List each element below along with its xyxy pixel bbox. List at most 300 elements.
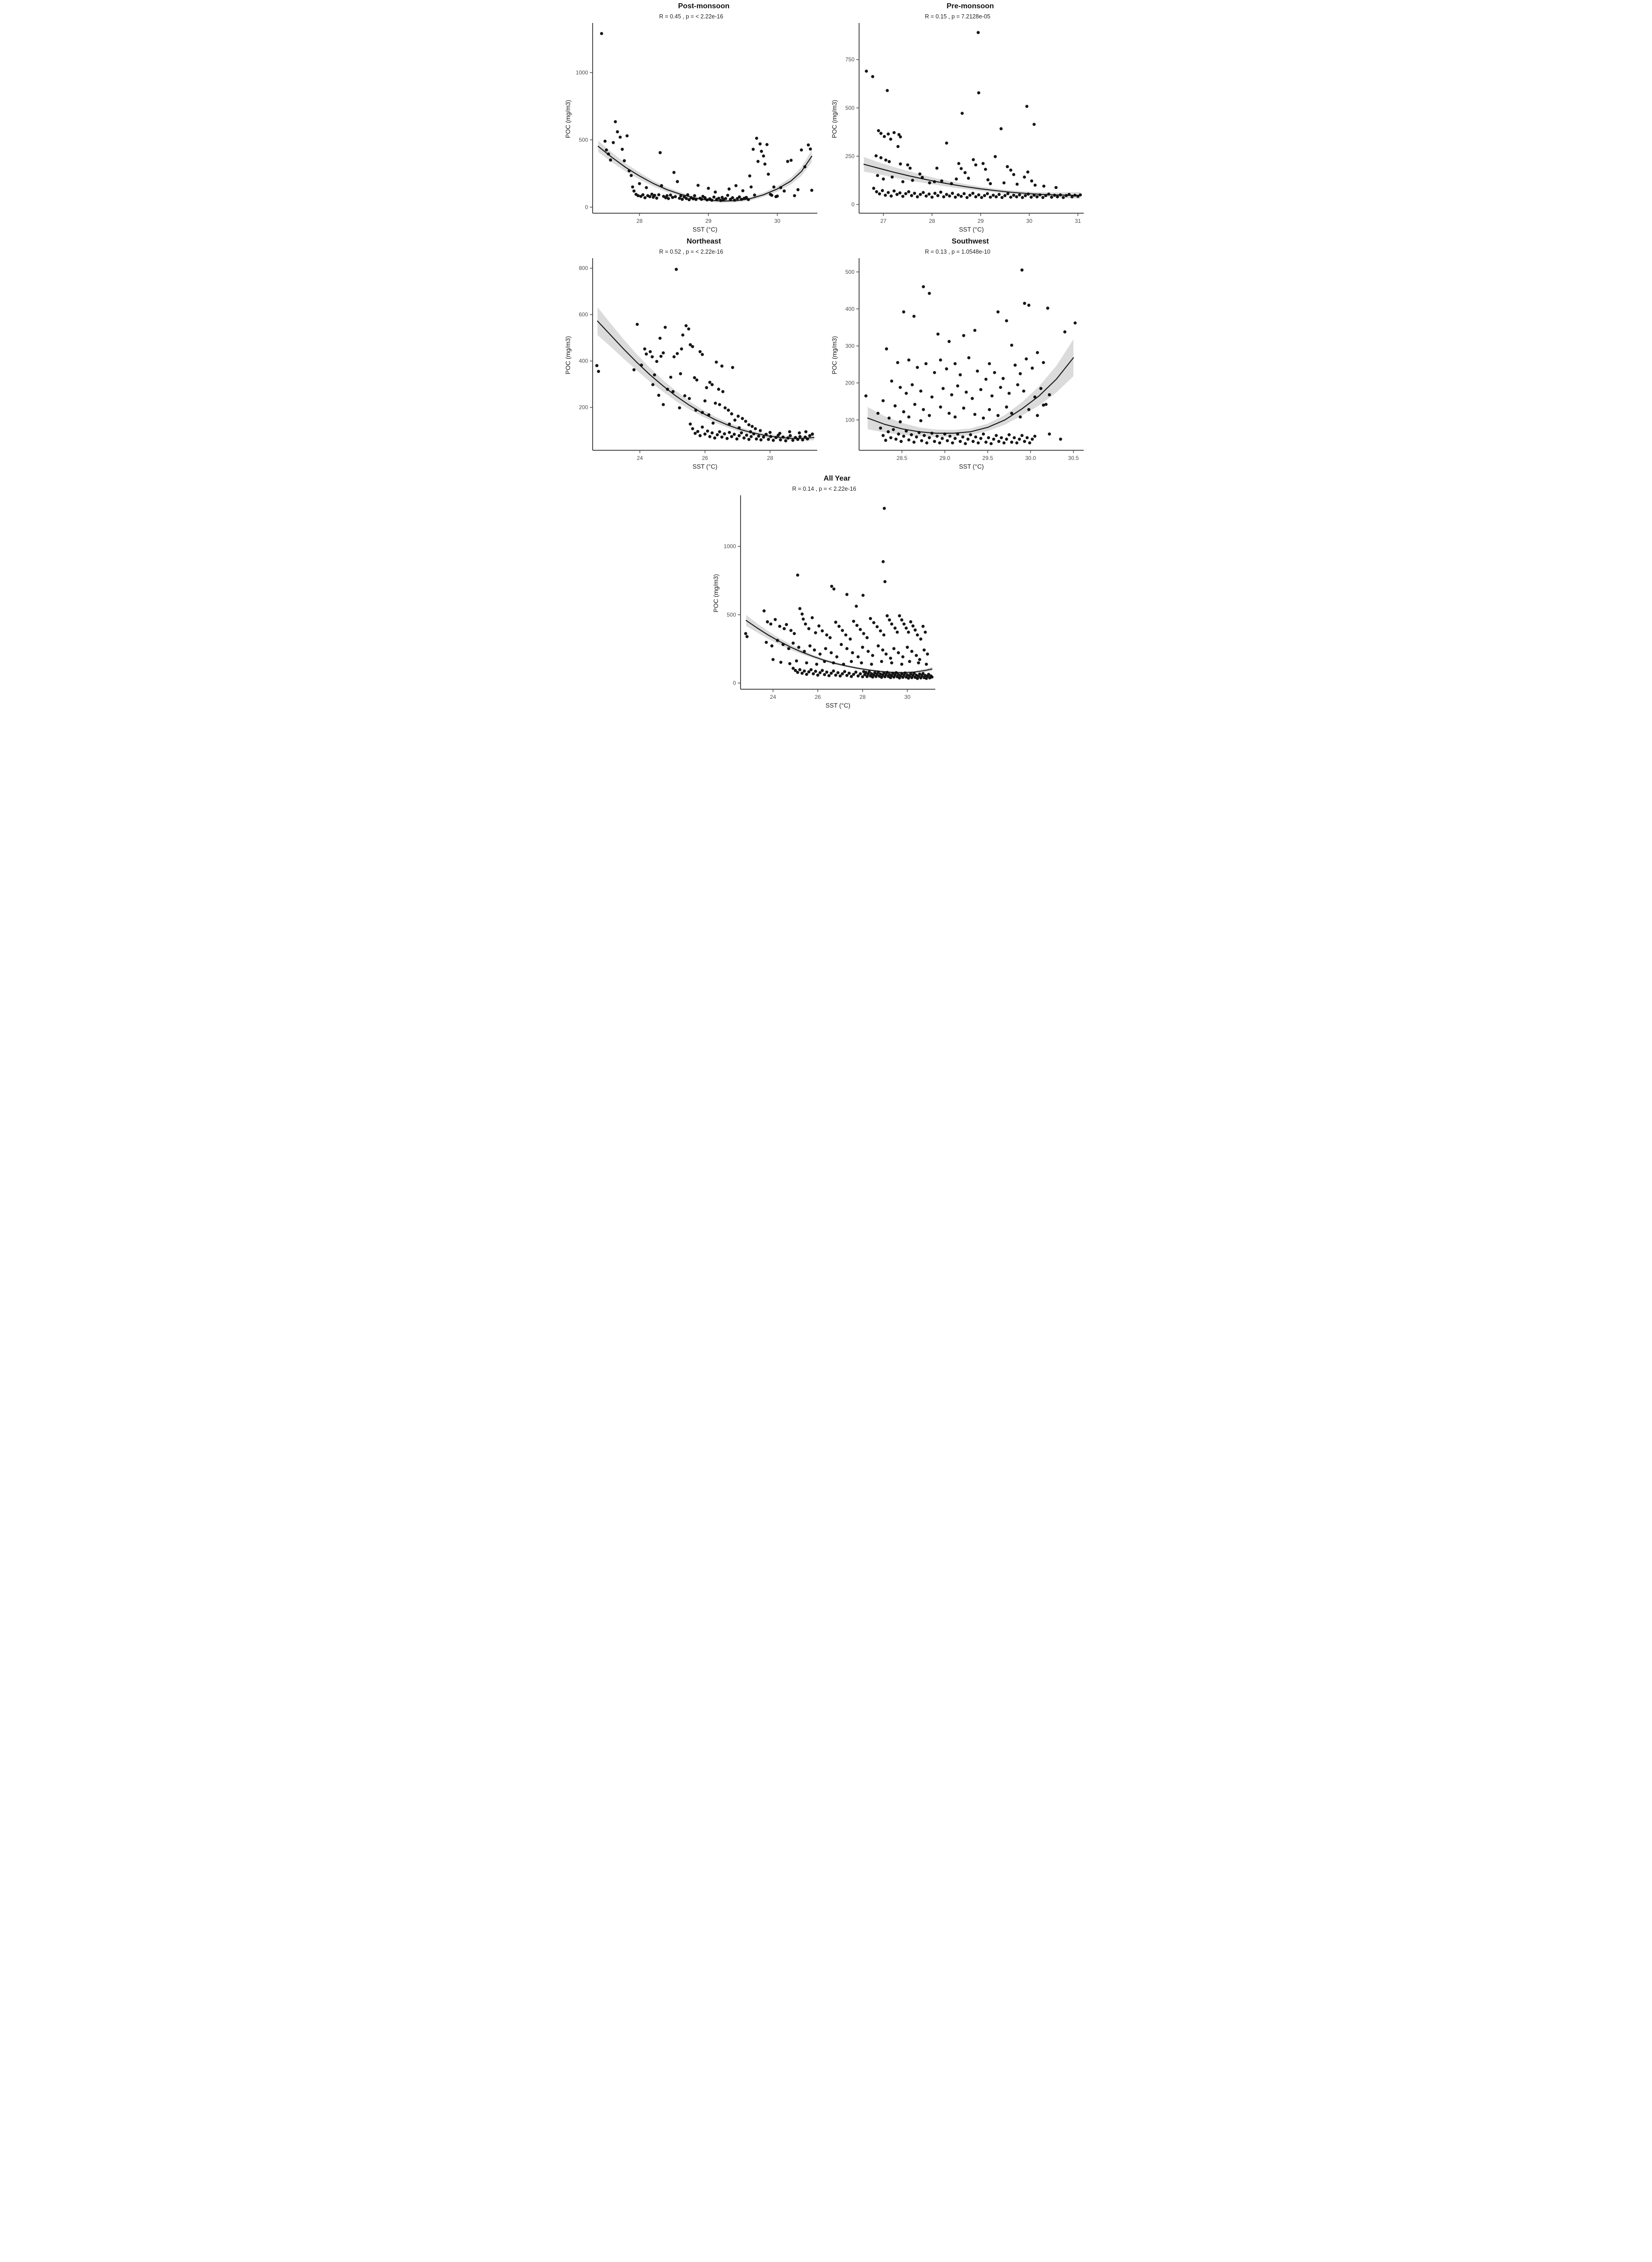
data-point [645, 186, 648, 189]
data-point [883, 580, 887, 584]
data-point [669, 376, 672, 379]
data-point [1042, 185, 1045, 188]
data-point [835, 655, 838, 658]
data-point [896, 631, 899, 634]
data-point [597, 370, 600, 373]
data-point [807, 670, 810, 674]
data-point [909, 620, 912, 624]
data-point [671, 196, 674, 199]
data-point [911, 624, 915, 628]
data-point [763, 609, 766, 612]
data-point [694, 198, 697, 201]
data-point [948, 435, 951, 438]
data-point [803, 669, 806, 673]
data-point [933, 180, 936, 183]
data-point [880, 660, 883, 663]
data-point [737, 434, 741, 437]
x-axis-label: SST (°C) [692, 463, 717, 470]
data-point [1015, 195, 1018, 198]
data-point [914, 629, 917, 632]
data-point [979, 388, 982, 391]
data-point [845, 674, 849, 677]
data-point [832, 588, 836, 591]
data-point [747, 198, 750, 201]
data-point [1047, 193, 1050, 196]
data-point [770, 644, 774, 647]
data-point [678, 406, 681, 409]
data-point [669, 193, 672, 197]
data-point [825, 670, 828, 674]
data-point [837, 671, 840, 675]
data-point [733, 198, 736, 202]
data-point [911, 383, 914, 386]
panel-all-year [711, 472, 941, 711]
data-point [872, 187, 875, 190]
data-point [965, 196, 968, 199]
data-point [962, 407, 965, 410]
data-point [628, 169, 631, 172]
data-point [753, 427, 757, 431]
data-point [892, 428, 895, 431]
data-point [809, 668, 813, 671]
data-point [696, 430, 699, 433]
plot-all-year [711, 483, 941, 711]
data-point [1018, 437, 1021, 441]
data-point [959, 195, 962, 198]
data-point [798, 435, 802, 438]
data-point [1025, 436, 1029, 439]
data-point [886, 614, 889, 618]
data-point [889, 657, 892, 660]
data-point [703, 399, 707, 403]
data-point [740, 198, 743, 201]
data-point [830, 585, 833, 588]
data-point [775, 194, 779, 198]
data-point [821, 669, 824, 672]
data-point [883, 135, 886, 138]
data-point [1007, 392, 1011, 395]
data-point [614, 120, 617, 124]
data-point [1010, 412, 1013, 415]
data-point [680, 347, 683, 351]
data-point [888, 618, 891, 622]
data-point [710, 383, 713, 386]
data-point [877, 129, 880, 132]
data-point [861, 675, 864, 679]
data-point [1012, 173, 1015, 176]
data-point [912, 315, 916, 318]
data-point [910, 650, 913, 653]
data-point [930, 432, 933, 435]
data-point [850, 675, 853, 678]
y-tick-label: 0 [851, 201, 854, 208]
data-point [760, 150, 763, 153]
data-point [731, 196, 734, 199]
data-point [967, 177, 970, 180]
data-point [786, 160, 789, 163]
data-point [870, 663, 873, 666]
data-point [896, 145, 900, 148]
data-point [979, 437, 982, 440]
data-point [1020, 434, 1024, 437]
data-point [964, 391, 967, 394]
data-point [639, 363, 643, 367]
data-point [1023, 302, 1026, 305]
data-point [616, 130, 619, 133]
data-point [950, 192, 954, 195]
x-tick-label: 28.5 [896, 455, 907, 461]
panel-post-monsoon [563, 0, 823, 235]
axes [741, 495, 935, 689]
x-tick-label: 28 [859, 694, 866, 700]
data-point [928, 181, 931, 185]
data-point [912, 441, 916, 444]
data-point [922, 191, 925, 194]
data-point [1023, 176, 1026, 179]
data-point [900, 440, 903, 443]
data-point [798, 431, 801, 435]
data-point [783, 627, 786, 630]
data-point [657, 193, 660, 197]
data-point [1041, 403, 1045, 407]
data-point [988, 362, 991, 365]
data-point [984, 168, 987, 171]
data-point [902, 623, 905, 626]
data-point [793, 632, 796, 635]
data-point [713, 402, 717, 405]
data-point [746, 635, 749, 638]
data-point [660, 184, 663, 187]
data-point [871, 75, 874, 78]
data-point [990, 394, 993, 397]
data-point [792, 641, 795, 645]
data-point [693, 376, 696, 380]
data-point [795, 659, 798, 663]
data-point [653, 194, 656, 197]
data-point [1013, 436, 1016, 439]
data-point [957, 162, 960, 165]
data-point [771, 439, 775, 442]
data-point [995, 434, 998, 437]
x-axis-label: SST (°C) [826, 702, 850, 709]
data-point [726, 194, 729, 197]
data-point [999, 386, 1002, 389]
data-point [605, 148, 608, 152]
data-point [764, 433, 768, 436]
correlation-annotation: R = 0.15 , p = 7.2128e-05 [924, 13, 990, 20]
data-point [763, 163, 766, 166]
data-point [781, 643, 785, 646]
data-point [888, 160, 891, 163]
data-point [805, 673, 808, 676]
data-point [941, 387, 945, 390]
y-tick-label: 500 [726, 611, 736, 618]
data-point [662, 351, 665, 355]
data-point [717, 388, 720, 391]
data-point [1015, 442, 1018, 445]
data-point [718, 403, 721, 406]
y-tick-label: 600 [578, 311, 588, 318]
data-point [749, 435, 752, 438]
data-point [724, 406, 727, 409]
data-point [840, 643, 843, 646]
data-point [969, 433, 972, 437]
data-point [1028, 442, 1031, 445]
data-point [996, 414, 1000, 417]
data-point [890, 623, 894, 626]
data-point [785, 623, 788, 626]
y-tick-label: 400 [578, 357, 588, 364]
data-point [877, 644, 880, 647]
x-tick-label: 28 [928, 218, 935, 224]
data-point [827, 674, 831, 677]
data-point [845, 593, 849, 596]
data-point [889, 194, 893, 198]
data-point [992, 437, 995, 441]
data-point [1000, 436, 1003, 439]
data-point [876, 625, 879, 629]
data-point [778, 432, 781, 435]
data-point [882, 177, 885, 181]
data-point [986, 178, 990, 181]
data-point [1005, 437, 1008, 441]
x-tick-label: 28 [636, 218, 643, 224]
x-tick-label: 30 [1026, 218, 1032, 224]
y-tick-label: 750 [845, 56, 854, 63]
data-point [1032, 194, 1035, 197]
data-point [814, 631, 817, 635]
y-tick-label: 300 [845, 342, 854, 349]
data-point [770, 194, 773, 197]
data-point [971, 397, 974, 400]
data-point [778, 625, 781, 628]
data-point [876, 412, 879, 415]
data-point [935, 435, 939, 438]
data-point [869, 617, 872, 620]
data-point [793, 194, 796, 198]
data-point [928, 436, 931, 439]
data-point [635, 323, 639, 326]
data-point [1003, 194, 1007, 197]
y-axis-label: POC (mg/m3) [564, 336, 571, 374]
data-point [991, 194, 995, 197]
data-point [879, 132, 883, 135]
x-tick-label: 27 [880, 218, 887, 224]
data-point [917, 661, 920, 664]
x-tick-label: 29.5 [982, 455, 993, 461]
data-point [819, 671, 822, 675]
data-point [947, 412, 950, 415]
y-tick-label: 400 [845, 306, 854, 312]
data-point [841, 629, 844, 632]
data-point [1012, 194, 1015, 197]
data-point [671, 390, 674, 393]
data-point [925, 663, 928, 666]
data-point [638, 182, 641, 185]
axes [859, 23, 1084, 213]
data-point [1027, 408, 1030, 411]
data-point [768, 431, 771, 434]
data-point [817, 624, 820, 628]
data-point [887, 132, 890, 136]
data-point [1015, 183, 1018, 186]
data-point [1007, 433, 1011, 437]
data-point [901, 195, 904, 198]
data-point [1070, 195, 1074, 198]
data-point [811, 616, 814, 619]
data-point [875, 190, 878, 193]
data-point [636, 194, 639, 198]
x-tick-label: 31 [1075, 218, 1081, 224]
data-point [1033, 396, 1036, 399]
data-point [945, 142, 948, 145]
data-point [945, 193, 948, 196]
data-point [727, 408, 730, 412]
data-point [812, 672, 815, 675]
data-point [890, 176, 894, 179]
x-tick-label: 30 [774, 218, 781, 224]
data-point [977, 193, 980, 197]
data-point [744, 420, 747, 423]
y-tick-label: 0 [733, 680, 736, 686]
data-point [710, 431, 713, 435]
data-point [750, 425, 753, 428]
data-point [1033, 184, 1036, 187]
data-point [939, 405, 942, 408]
data-point [1038, 193, 1041, 197]
data-point [758, 142, 762, 146]
y-tick-label: 800 [578, 265, 588, 272]
data-point [1062, 196, 1065, 199]
panel-northeast [563, 235, 823, 472]
y-tick-label: 100 [845, 416, 854, 423]
x-tick-label: 30 [904, 694, 911, 700]
data-point [844, 634, 848, 637]
data-point [809, 147, 812, 151]
data-point [901, 655, 905, 658]
data-point [1001, 377, 1005, 380]
data-point [1010, 441, 1013, 444]
data-point [676, 180, 679, 183]
data-point [1005, 405, 1008, 408]
data-point [918, 172, 921, 176]
data-point [603, 140, 606, 143]
data-point [728, 431, 731, 434]
data-point [821, 629, 824, 633]
data-point [987, 436, 990, 439]
data-point [919, 390, 922, 393]
data-point [964, 442, 967, 445]
data-point [913, 403, 916, 406]
data-point [855, 624, 859, 627]
data-point [701, 411, 704, 414]
data-point [936, 194, 939, 197]
data-point [906, 164, 909, 167]
data-point [774, 618, 777, 621]
data-point [977, 442, 980, 445]
data-point [922, 408, 925, 411]
data-point [986, 192, 989, 195]
data-point [928, 193, 931, 196]
data-point [881, 399, 884, 403]
data-point [902, 310, 905, 313]
data-point [848, 672, 851, 675]
data-point [904, 192, 907, 195]
data-point [675, 352, 679, 355]
data-point [814, 670, 817, 673]
data-point [720, 364, 724, 368]
data-point [710, 198, 713, 202]
data-point [845, 647, 849, 650]
data-point [711, 422, 714, 425]
data-point [901, 180, 904, 183]
data-point [796, 671, 799, 674]
panel-title-southwest: Southwest [951, 238, 989, 245]
tick-labels [576, 69, 781, 224]
data-point [632, 368, 635, 371]
data-point [988, 408, 991, 411]
data-point [907, 190, 910, 193]
data-point [1047, 393, 1051, 397]
data-point [1009, 169, 1012, 172]
data-point [940, 179, 943, 182]
x-tick-label: 28 [767, 455, 773, 461]
data-point [607, 153, 610, 156]
data-point [771, 658, 775, 661]
data-point [930, 396, 933, 399]
data-point [974, 164, 977, 167]
data-point [859, 628, 862, 631]
data-point [804, 623, 807, 626]
data-point [857, 655, 860, 658]
y-tick-label: 1000 [724, 543, 736, 550]
data-point [922, 625, 925, 628]
data-point [1026, 193, 1030, 196]
data-point [925, 442, 928, 445]
data-point [930, 675, 933, 679]
y-axis-label: POC (mg/m3) [831, 336, 838, 374]
panel-title-northeast: Northeast [686, 238, 721, 245]
data-point [823, 660, 826, 663]
x-axis-label: SST (°C) [959, 463, 984, 470]
data-point [1020, 268, 1024, 272]
data-point [665, 194, 668, 198]
data-point [940, 437, 944, 440]
data-point [899, 162, 902, 165]
data-point [841, 672, 844, 675]
data-point [890, 380, 893, 383]
data-point [1018, 372, 1022, 375]
data-point [866, 650, 870, 653]
y-tick-label: 0 [584, 204, 588, 210]
data-point [916, 634, 919, 637]
data-point [851, 651, 854, 654]
data-point [741, 417, 744, 420]
data-point [993, 371, 996, 374]
data-point [816, 674, 820, 677]
data-point [756, 160, 759, 163]
data-point [595, 364, 598, 367]
data-point [859, 672, 862, 675]
data-point [902, 435, 905, 438]
confidence-band [597, 307, 814, 441]
data-point [905, 627, 908, 630]
data-point [789, 159, 792, 162]
data-point [894, 627, 897, 630]
data-point [645, 352, 648, 356]
data-point [860, 661, 863, 664]
data-point [902, 410, 905, 414]
